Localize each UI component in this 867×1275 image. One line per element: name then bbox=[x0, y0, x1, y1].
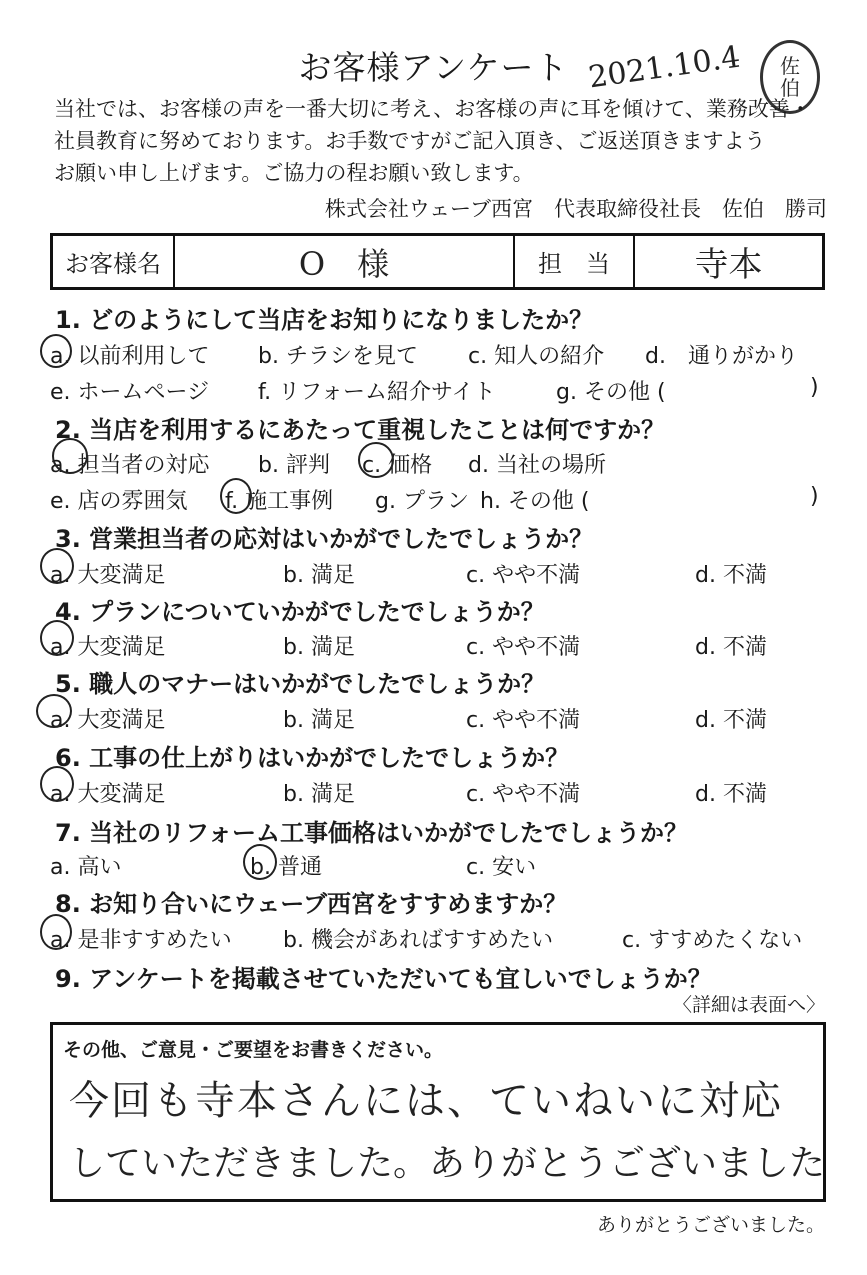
q2-option-e: e. 店の雰囲気 bbox=[50, 489, 188, 514]
staff-value: 寺本 bbox=[694, 245, 763, 285]
staff-label: 担 当 bbox=[515, 236, 635, 287]
q2-option-h: h. その他 ( bbox=[480, 489, 590, 514]
question-8: 8. お知り合いにウェーブ西宮をすすめますか？ bbox=[55, 890, 568, 918]
q1-option-a: a. 以前利用して bbox=[50, 344, 210, 369]
answer-circle-q1 bbox=[40, 334, 72, 368]
q1-option-d: d. 通りがかり bbox=[645, 344, 798, 369]
q3-option-c: c. やや不満 bbox=[466, 563, 581, 588]
answer-circle-q4 bbox=[40, 620, 74, 656]
q8-option-a: a. 是非すすめたい bbox=[50, 928, 232, 953]
comment-box bbox=[50, 1022, 826, 1202]
question-2: 2. 当店を利用するにあたって重視したことは何ですか？ bbox=[55, 416, 666, 444]
intro-line-3: お願い申し上げます。ご協力の程お願い致します。 bbox=[54, 161, 534, 185]
q8-option-b: b. 機会があればすすめたい bbox=[283, 928, 554, 953]
q4-option-a: a. 大変満足 bbox=[50, 635, 166, 660]
q7-option-c: c. 安い bbox=[466, 855, 537, 880]
q1-option-f: f. リフォーム紹介サイト bbox=[258, 380, 496, 405]
answer-circle-q7 bbox=[243, 844, 277, 880]
q3-option-a: a. 大変満足 bbox=[50, 563, 166, 588]
comment-line-2: していただきました。ありがとうございました bbox=[69, 1143, 826, 1184]
customer-name-label: お客様名 bbox=[53, 236, 175, 287]
comment-prompt: その他、ご意見・ご要望をお書きください。 bbox=[63, 1039, 444, 1061]
intro-line-2: 社員教育に努めております。お手数ですがご記入頂き、ご返送頂きますよう bbox=[54, 129, 766, 153]
question-3: 3. 営業担当者の応対はいかがでしたでしょうか？ bbox=[55, 525, 594, 553]
q8-option-c: c. すすめたくない bbox=[622, 928, 803, 953]
answer-circle-q2-c bbox=[358, 442, 394, 478]
comment-line-1: 今回も寺本さんには、ていねいに対応 bbox=[69, 1078, 783, 1124]
customer-name-value: O 様 bbox=[175, 236, 515, 287]
closing-text: ありがとうございました。 bbox=[596, 1214, 825, 1236]
q5-option-b: b. 満足 bbox=[283, 708, 355, 733]
answer-circle-q2-f bbox=[220, 478, 252, 514]
q4-option-b: b. 満足 bbox=[283, 635, 355, 660]
q6-option-d: d. 不満 bbox=[695, 782, 767, 807]
q6-option-a: a. 大変満足 bbox=[50, 782, 166, 807]
q6-option-c: c. やや不満 bbox=[466, 782, 581, 807]
q2-option-a: a. 担当者の対応 bbox=[50, 453, 210, 478]
answer-circle-q8 bbox=[40, 914, 72, 950]
q7-option-a: a. 高い bbox=[50, 855, 122, 880]
answer-circle-q3 bbox=[40, 548, 74, 584]
handwritten-date: 2021.10.4 bbox=[586, 39, 743, 96]
q2-option-h-close: ) bbox=[810, 484, 819, 509]
question-1: 1. どのようにして当店をお知りになりましたか？ bbox=[55, 306, 594, 334]
q5-option-a: a. 大変満足 bbox=[50, 708, 166, 733]
q3-option-d: d. 不満 bbox=[695, 563, 767, 588]
company-line: 株式会社ウェーブ西宮 代表取締役社長 佐伯 勝司 bbox=[324, 197, 827, 221]
q5-option-c: c. やや不満 bbox=[466, 708, 581, 733]
seal-stamp: 佐 伯 bbox=[760, 40, 820, 114]
q1-option-g: g. その他 ( bbox=[556, 380, 666, 405]
q4-option-c: c. やや不満 bbox=[466, 635, 581, 660]
question-4: 4. プランについていかがでしたでしょうか？ bbox=[55, 598, 545, 626]
survey-title: お客様アンケート bbox=[298, 48, 569, 87]
q1-option-g-close: ) bbox=[810, 375, 819, 400]
q3-option-b: b. 満足 bbox=[283, 563, 355, 588]
answer-circle-q5 bbox=[36, 694, 72, 728]
q2-option-g: g. プラン bbox=[375, 489, 469, 514]
q1-option-b: b. チラシを見て bbox=[258, 344, 418, 369]
q9-note: 〈詳細は表面へ〉 bbox=[672, 994, 825, 1016]
answer-circle-q2-a bbox=[52, 438, 88, 474]
q2-option-b: b. 評判 bbox=[258, 453, 330, 478]
q1-option-c: c. 知人の紹介 bbox=[468, 344, 605, 369]
q7-option-b: b. 普通 bbox=[250, 855, 322, 880]
q1-option-e: e. ホームページ bbox=[50, 380, 210, 405]
q2-option-c: c. 価格 bbox=[362, 453, 433, 478]
q2-option-d: d. 当社の場所 bbox=[468, 453, 606, 478]
question-6: 6. 工事の仕上がりはいかがでしたでしょうか？ bbox=[55, 744, 570, 772]
q2-option-f: f. 施工事例 bbox=[225, 489, 334, 514]
question-5: 5. 職人のマナーはいかがでしたでしょうか？ bbox=[55, 670, 546, 698]
question-7: 7. 当社のリフォーム工事価格はいかがでしたでしょうか？ bbox=[55, 819, 688, 847]
q5-option-d: d. 不満 bbox=[695, 708, 767, 733]
q4-option-d: d. 不満 bbox=[695, 635, 767, 660]
q6-option-b: b. 満足 bbox=[283, 782, 355, 807]
intro-line-1: 当社では、お客様の声を一番大切に考え、お客様の声に耳を傾けて、業務改善・ bbox=[54, 97, 811, 121]
customer-name-box bbox=[50, 233, 825, 290]
question-9: 9. アンケートを掲載させていただいても宜しいでしょうか？ bbox=[55, 965, 712, 993]
answer-circle-q6 bbox=[40, 766, 74, 802]
